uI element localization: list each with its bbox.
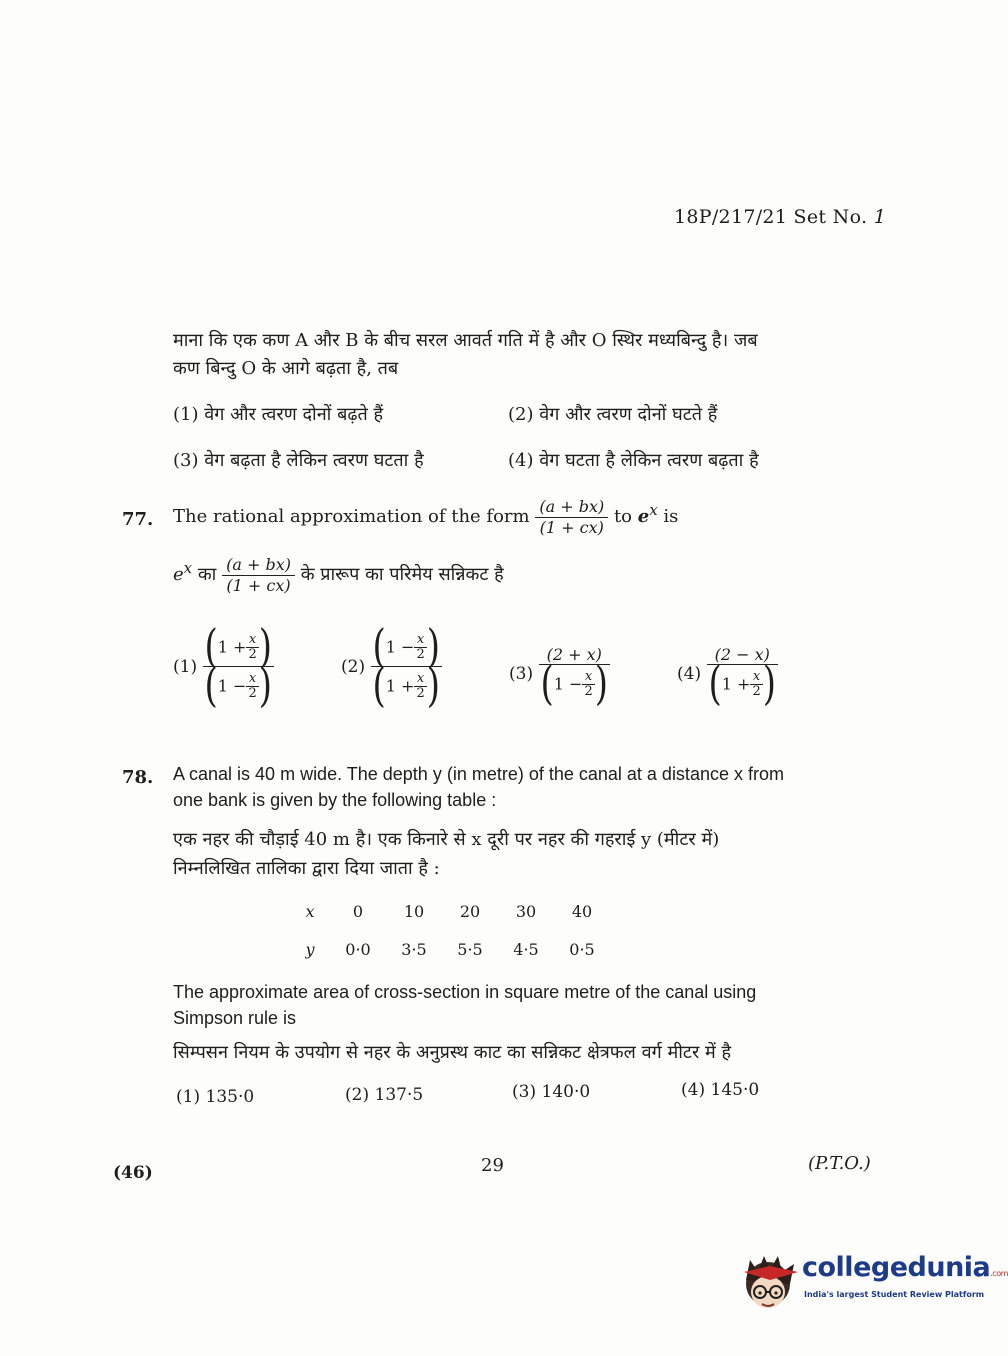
q76-hindi-line2: कण बिन्दु O के आगे बढ़ता है, तब [173,358,399,379]
q78-option-1 [176,1087,254,1107]
table-cell: 40 [571,901,593,921]
option-text: वेग घटता है लेकिन त्वरण बढ़ता है [539,450,759,471]
q77-number: 77. [122,509,154,530]
q78-line2: one bank is given by the following table : [173,790,497,810]
hindi-after: के प्रारूप का परिमेय सन्निकट है [300,564,504,585]
q77-option-4 [677,645,778,711]
q77-fraction [535,497,608,538]
q77-option-3 [509,645,610,711]
option-fraction [539,645,610,711]
option-text: वेग बढ़ता है लेकिन त्वरण घटता है [204,450,424,471]
option-fraction [203,620,274,713]
q77-hindi-fraction [222,555,295,596]
option-label: (1) [173,656,198,677]
option-value: 137·5 [374,1085,424,1105]
table-cell: 0 [352,901,364,921]
q76-option-4 [508,447,759,475]
table-cell: 20 [459,901,481,921]
q77-hindi [173,554,504,596]
option-fraction [707,645,778,711]
collegedunia-watermark [740,1250,1008,1320]
option-value: 135·0 [205,1087,255,1107]
option-label: (4) [508,450,534,471]
table-cell: 5·5 [457,939,483,959]
fraction-denominator: (1 + cx) [226,575,291,595]
table-row-label: y [305,939,315,959]
table-cell: 0·5 [569,939,595,959]
q77-text-after: is [663,506,679,527]
q78-hindi-question: सिम्पसन नियम के उपयोग से नहर के अनुप्रस्थ काट का सन्निकट क्षेत्रफल वर्ग मीटर में है [173,1042,732,1063]
brand-tagline: India's largest Student Review Platform [804,1290,985,1299]
q77-option-2 [341,620,442,713]
fraction-numerator: (a + bx) [535,497,608,518]
q78-data-table [290,892,610,968]
set-number: 1 [873,206,887,228]
q77-text-to: to [613,506,633,527]
q78-question-line1: The approximate area of cross-section in square metre of the canal using [173,982,757,1002]
option-label: (3) [509,664,534,684]
q78-line1: A canal is 40 m wide. The depth y (in metre) of the canal at a distance x from [173,764,784,784]
option-denominator: (1 + $\frac{x}{2}$ ) [372,659,440,713]
page-number: 29 [481,1155,504,1176]
option-label: (2) [345,1085,370,1105]
footer-code: (46) [113,1163,153,1183]
q77-text-before: The rational approximation of the form [173,506,530,527]
option-label: (4) [677,664,702,684]
option-numerator: (1 + $\frac{x}{2}$ ) [204,620,272,674]
option-denominator: (1 + $\frac{x}{2}$ ) [708,657,776,711]
q76-option-2 [508,401,717,429]
q76-option-3 [173,447,424,475]
fraction-numerator: (a + bx) [222,555,295,576]
option-label: (3) [512,1082,537,1102]
option-label: (2) [341,656,366,677]
table-cell: 4·5 [513,939,539,959]
hindi-exp-base: e [173,564,184,585]
table-cell: 30 [515,901,537,921]
option-label: (3) [173,450,199,471]
option-numerator: (2 − x) [707,645,778,665]
option-denominator: (1 − $\frac{x}{2}$ ) [204,659,272,713]
brand-name [802,1252,1008,1283]
option-label: (1) [176,1087,201,1107]
paper-code-text: 18P/217/21 Set No. [674,206,874,228]
option-fraction [371,620,442,713]
table-cell: 3·5 [401,939,427,959]
q78-option-4 [681,1080,759,1100]
option-label: (2) [508,404,534,425]
q76-hindi-line1: माना कि एक कण A और B के बीच सरल आवर्त गति में है और O स्थिर मध्यबिन्दु है। जब [173,330,758,351]
q78-number: 78. [122,767,154,788]
option-value: 145·0 [710,1080,760,1100]
table-row-y [290,930,610,968]
option-text: वेग और त्वरण दोनों घटते हैं [539,404,718,425]
q77-option-1 [173,620,274,713]
q78-question-line2: Simpson rule is [173,1008,297,1028]
mascot-icon [740,1250,800,1316]
q77-exp-base: e [637,506,650,527]
option-numerator: (1 − $\frac{x}{2}$ ) [372,620,440,674]
brand-tm: .com [990,1269,1008,1278]
q78-option-2 [345,1085,423,1105]
option-label: (4) [681,1080,706,1100]
pto-note: (P.T.O.) [808,1153,871,1174]
q78-hindi-line2: निम्नलिखित तालिका द्वारा दिया जाता है : [173,858,440,879]
q76-option-1 [173,401,383,429]
q77-question [173,496,678,538]
table-row-label: x [305,901,315,921]
option-value: 140·0 [541,1082,591,1102]
option-label: (1) [173,404,199,425]
option-numerator: (2 + x) [539,645,610,665]
q78-hindi-line1: एक नहर की चौड़ाई 40 m है। एक किनारे से x दूरी पर नहर की गहराई y (मीटर में) [173,829,720,850]
option-text: वेग और त्वरण दोनों बढ़ते हैं [204,404,384,425]
hindi-exp-sup: x [183,559,193,577]
brand-text: collegedunia [802,1252,991,1283]
table-cell: 10 [403,901,425,921]
table-cell: 0·0 [345,939,371,959]
paper-code [674,206,886,228]
table-row-x [290,892,610,930]
q78-option-3 [512,1082,590,1102]
fraction-denominator: (1 + cx) [539,517,604,537]
q77-exp-sup: x [649,501,658,519]
option-denominator: (1 − $\frac{x}{2}$ ) [540,657,608,711]
hindi-ka: का [197,564,217,585]
